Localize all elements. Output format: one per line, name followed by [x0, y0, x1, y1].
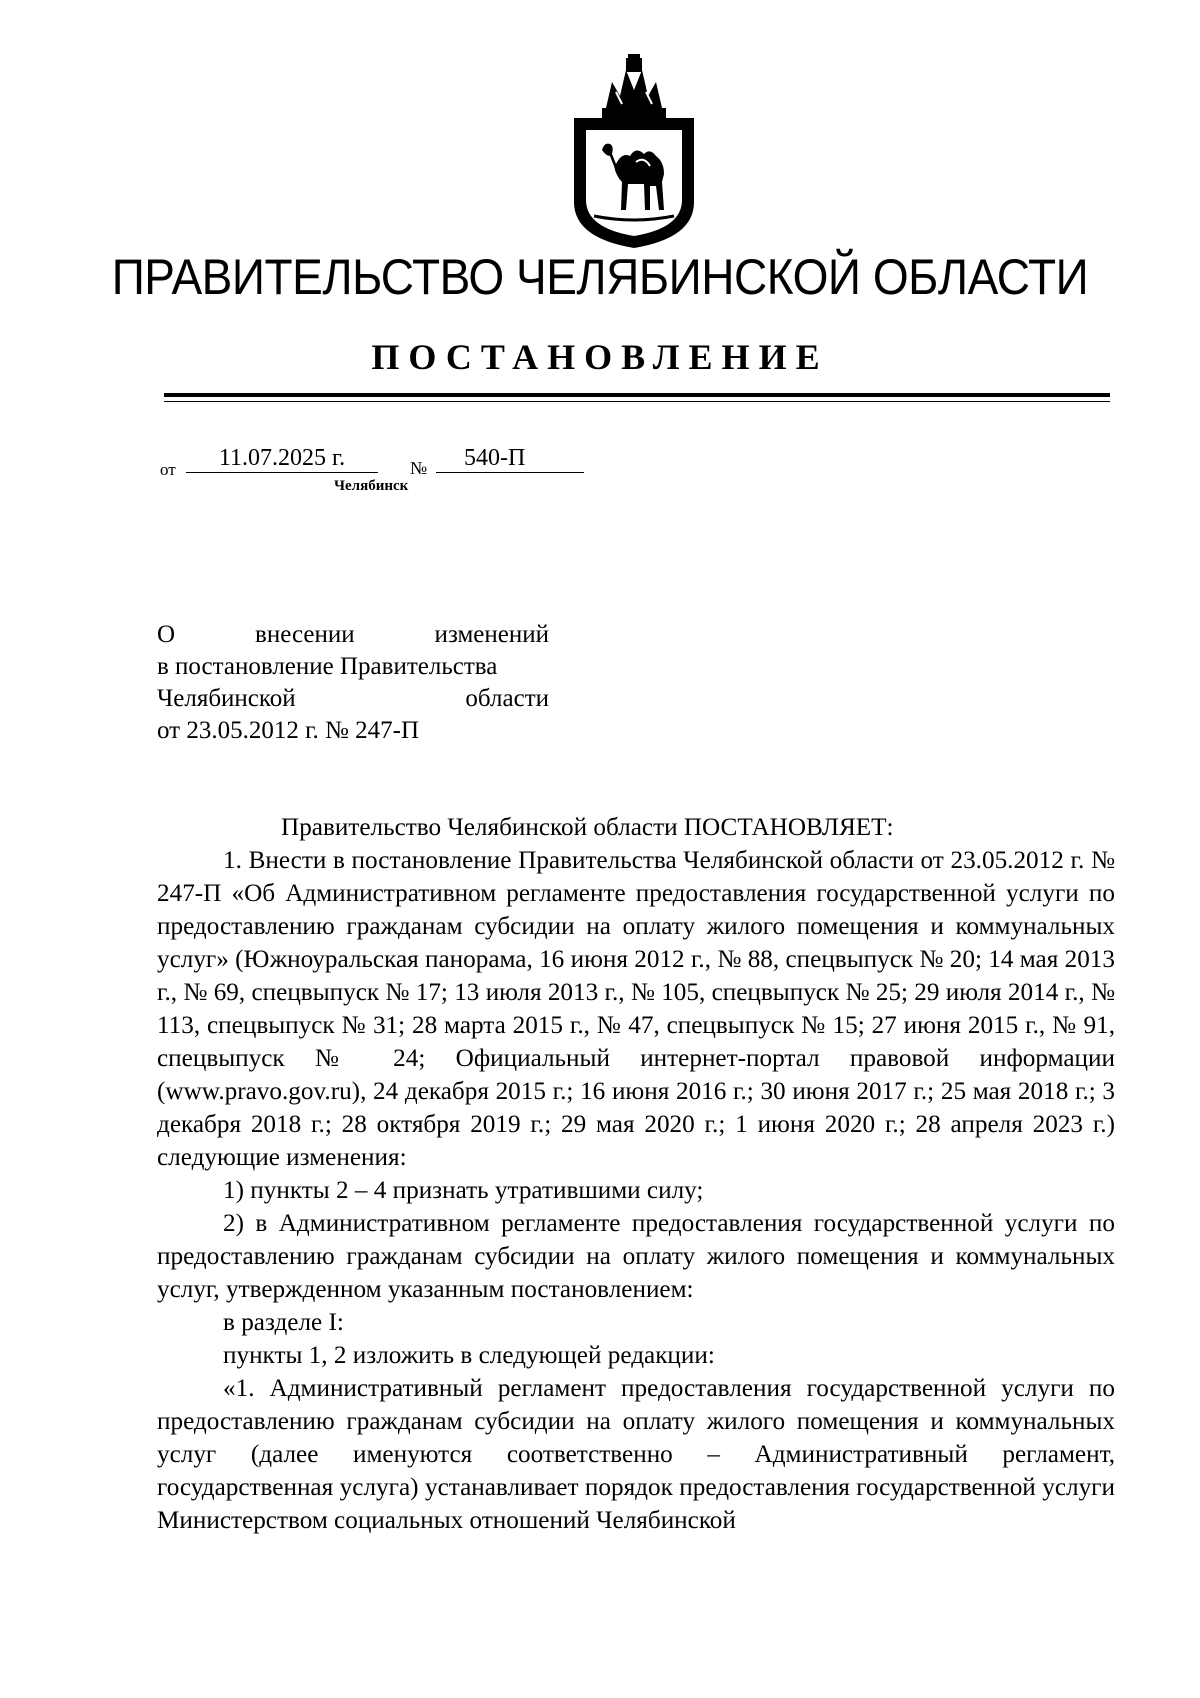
subject-line: О внесении изменений: [157, 621, 549, 648]
header-divider-thin: [164, 401, 1110, 402]
document-body: [157, 811, 1115, 1537]
document-date: 11.07.2025 г.: [186, 444, 378, 473]
subject-line: от 23.05.2012 г. № 247-П: [157, 717, 420, 744]
organization-title: ПРАВИТЕЛЬСТВО ЧЕЛЯБИНСКОЙ ОБЛАСТИ: [111, 249, 1089, 305]
subject-line: в постановление Правительства: [157, 653, 498, 680]
header-divider-thick: [164, 393, 1110, 397]
body-paragraph: 2) в Административном регламенте предоставления государственной услуги по предоставлению гражданам субсидии на оплату жилого помещения и коммунальных услуг, утвержденном указанным постановлением:: [157, 1210, 1115, 1303]
subject-line: Челябинской области: [157, 685, 549, 712]
coat-of-arms-emblem: [566, 52, 702, 252]
document-type-heading: ПОСТАНОВЛЕНИЕ: [371, 337, 829, 377]
number-label: №: [410, 458, 428, 478]
body-paragraph: 1. Внести в постановление Правительства Челябинской области от 23.05.2012 г. № 247-П «Об Административном регламенте предоставления государственной услуги по предоставлению гражданам субсидии на оплату жилого помещения и коммунальных услуг» (Южноуральская панорама, 16 июня 2012 г., № 88, спецвыпуск № 20; 14 мая 2013 г., № 69, спецвыпуск № 17; 13 июля 2013 г., № 105, спецвыпуск № 25; 29 июля 2014 г., № 113, спецвыпуск № 31; 28 марта 2015 г., № 47, спецвыпуск № 15; 27 июня 2015 г., № 91, спецвыпуск № 24; Официальный интернет-портал правовой информации (www.pravo.gov.ru), 24 декабря 2015 г.; 16 июня 2016 г.; 30 июня 2017 г.; 25 мая 2018 г.; 3 декабря 2018 г.; 28 октября 2019 г.; 29 мая 2020 г.; 1 июня 2020 г.; 28 апреля 2023 г.) следующие изменения:: [157, 847, 1115, 1171]
body-paragraph: 1) пункты 2 – 4 признать утратившими силу;: [223, 1177, 704, 1204]
document-subject: [157, 619, 549, 747]
date-from-label: от: [160, 460, 176, 479]
body-paragraph: «1. Административный регламент предоставления государственной услуги по предоставлению гражданам субсидии на оплату жилого помещения и коммунальных услуг (далее именуются соответственно – Административный регламент, государственная услуга) устанавливает порядок предоставления государственной услуги Министерством социальных отношений Челябинской: [157, 1375, 1115, 1534]
document-number: 540-П: [436, 444, 584, 473]
body-paragraph: пункты 1, 2 изложить в следующей редакции:: [223, 1342, 715, 1369]
city-name: Челябинск: [334, 478, 409, 494]
body-paragraph: в разделе I:: [223, 1309, 344, 1336]
preamble-paragraph: Правительство Челябинской области ПОСТАНОВЛЯЕТ:: [281, 814, 894, 841]
